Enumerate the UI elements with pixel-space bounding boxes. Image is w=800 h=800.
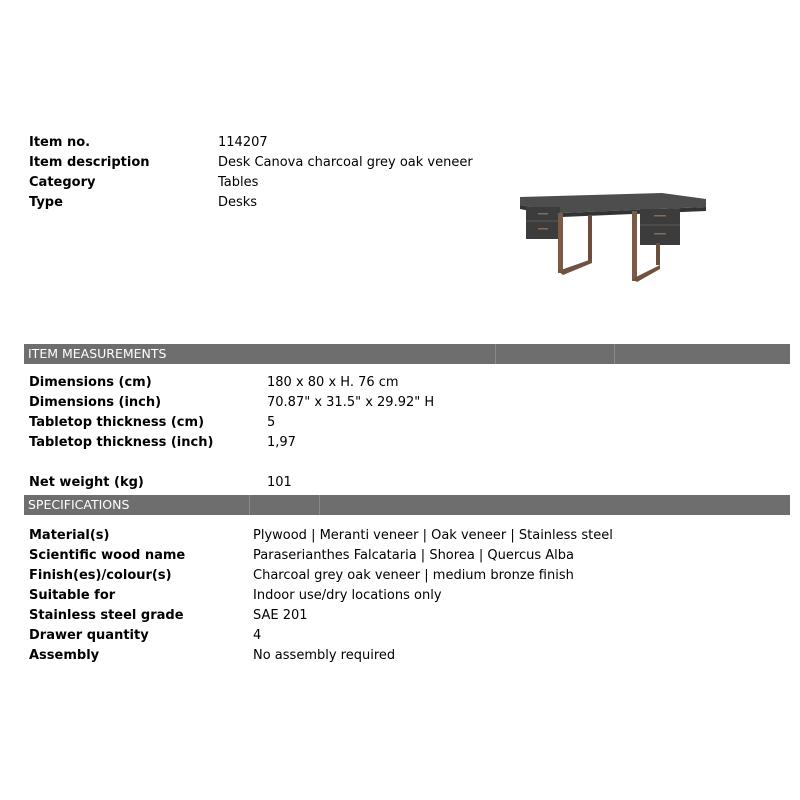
materials-label: Material(s) <box>29 528 110 543</box>
tabletop-thickness-inch-label: Tabletop thickness (inch) <box>29 435 214 450</box>
finish-colour-value: Charcoal grey oak veneer | medium bronze finish <box>253 568 574 583</box>
scientific-wood-name-label: Scientific wood name <box>29 548 186 563</box>
materials-value: Plywood | Meranti veneer | Oak veneer | Stainless steel <box>253 528 613 543</box>
assembly-label: Assembly <box>29 648 100 663</box>
drawer-quantity-value: 4 <box>253 628 262 643</box>
dimensions-cm-value: 180 x 80 x H. 76 cm <box>267 375 399 390</box>
suitable-for-label: Suitable for <box>29 588 116 603</box>
type-label: Type <box>29 195 63 210</box>
header-divider <box>495 344 496 364</box>
category-value: Tables <box>218 175 259 190</box>
tabletop-thickness-inch-value: 1,97 <box>267 435 296 450</box>
header-divider <box>319 495 320 515</box>
header-divider <box>614 344 615 364</box>
category-label: Category <box>29 175 96 190</box>
specifications-section-header <box>24 495 790 515</box>
suitable-for-value: Indoor use/dry locations only <box>253 588 442 603</box>
item-no-label: Item no. <box>29 135 91 150</box>
desk-image <box>512 185 712 285</box>
measurements-title: ITEM MEASUREMENTS <box>28 346 167 361</box>
dimensions-inch-label: Dimensions (inch) <box>29 395 162 410</box>
tabletop-thickness-cm-label: Tabletop thickness (cm) <box>29 415 205 430</box>
measurements-section-header <box>24 344 790 364</box>
scientific-wood-name-value: Paraserianthes Falcataria | Shorea | Quercus Alba <box>253 548 574 563</box>
tabletop-thickness-cm-value: 5 <box>267 415 276 430</box>
specifications-title: SPECIFICATIONS <box>28 497 130 512</box>
drawer-quantity-label: Drawer quantity <box>29 628 149 643</box>
stainless-steel-grade-value: SAE 201 <box>253 608 308 623</box>
item-description-value: Desk Canova charcoal grey oak veneer <box>218 155 473 170</box>
item-description-label: Item description <box>29 155 150 170</box>
header-divider <box>249 495 250 515</box>
net-weight-value: 101 <box>267 475 292 490</box>
finish-colour-label: Finish(es)/colour(s) <box>29 568 172 583</box>
dimensions-inch-value: 70.87" x 31.5" x 29.92" H <box>267 395 435 410</box>
type-value: Desks <box>218 195 258 210</box>
assembly-value: No assembly required <box>253 648 396 663</box>
stainless-steel-grade-label: Stainless steel grade <box>29 608 184 623</box>
net-weight-label: Net weight (kg) <box>29 475 144 490</box>
dimensions-cm-label: Dimensions (cm) <box>29 375 152 390</box>
item-no-value: 114207 <box>218 135 268 150</box>
